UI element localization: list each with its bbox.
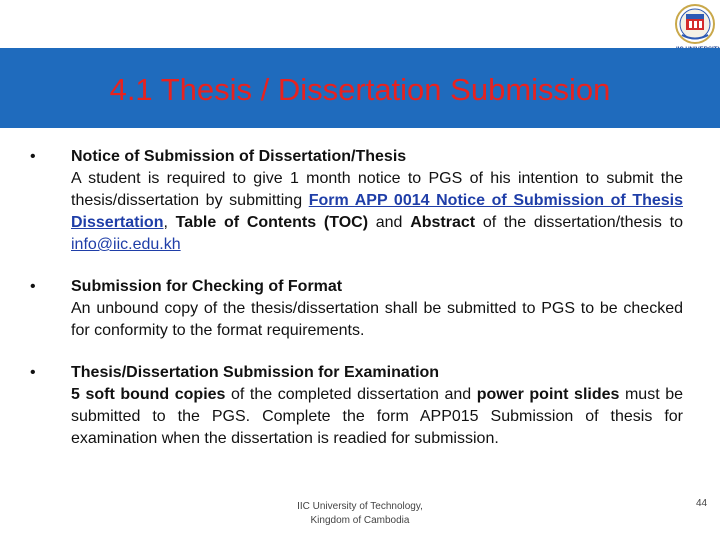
soft-bound-copies-text: 5 soft bound copies [71, 386, 226, 403]
paragraph-text: , [163, 214, 176, 231]
paragraph-text: A student is required to give 1 month notice to PGS of his intention to submit the thesis/dissertation by submitting [71, 170, 683, 209]
bullet: • [30, 364, 36, 381]
section-paragraph: An unbound copy of the thesis/dissertation shall be submitted to PGS to be checked for conformity to the format requirements. [71, 300, 683, 339]
page-title: 4.1 Thesis / Dissertation Submission [109, 72, 611, 107]
section-heading: Notice of Submission of Dissertation/Thesis [71, 148, 407, 165]
page-number: 44 [696, 498, 708, 509]
section-paragraph [71, 384, 683, 450]
power-point-slides-text: power point slides [476, 386, 620, 403]
section-heading: Submission for Checking of Format [71, 278, 343, 295]
form-app-0014-link[interactable]: Form APP 0014 Notice of Submission of Thesis Dissertation [71, 192, 684, 231]
bullet: • [30, 148, 36, 165]
paragraph-text: of the completed dissertation and [225, 386, 477, 403]
section-heading: Thesis/Dissertation Submission for Examination [71, 364, 440, 381]
email-link[interactable]: info@iic.edu.kh [71, 236, 181, 253]
footer-line-2: Kingdom of Cambodia [310, 515, 410, 526]
paragraph-text: and [368, 214, 411, 231]
paragraph-text: of the dissertation/thesis to [475, 214, 684, 231]
section-body [71, 362, 683, 450]
section-paragraph [71, 168, 683, 256]
footer-line-1: IIC University of Technology, [297, 501, 423, 512]
toc-text: Table of Contents (TOC) [175, 214, 369, 231]
bullet: • [30, 278, 36, 295]
section-body [71, 276, 683, 342]
abstract-text: Abstract [410, 214, 476, 231]
paragraph-text: must be submitted to the PGS. Complete the form APP015 Submission of thesis for examination when the dissertation is readied for submission. [71, 386, 683, 447]
section-body [71, 146, 683, 256]
footer [270, 500, 450, 528]
